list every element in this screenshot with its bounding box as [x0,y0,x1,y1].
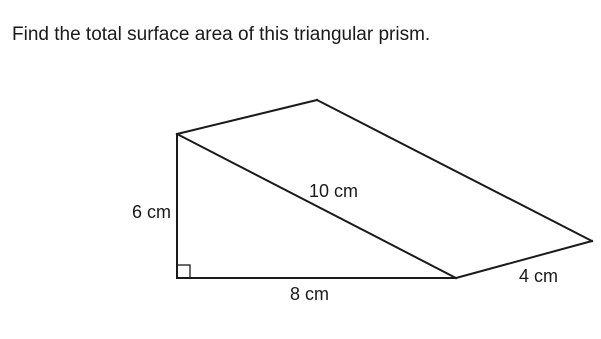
front-hypotenuse-edge [177,134,456,278]
hypotenuse-label: 10 cm [309,181,359,201]
right-angle-marker [177,265,190,278]
top-depth-edge [177,100,317,134]
back-hypotenuse-edge [317,100,592,241]
height-label: 6 cm [131,202,171,222]
length-label: 4 cm [519,266,559,286]
prism-edges [177,100,592,278]
base-label: 8 cm [290,284,330,304]
question-text: Find the total surface area of this triangular prism. [12,24,431,45]
